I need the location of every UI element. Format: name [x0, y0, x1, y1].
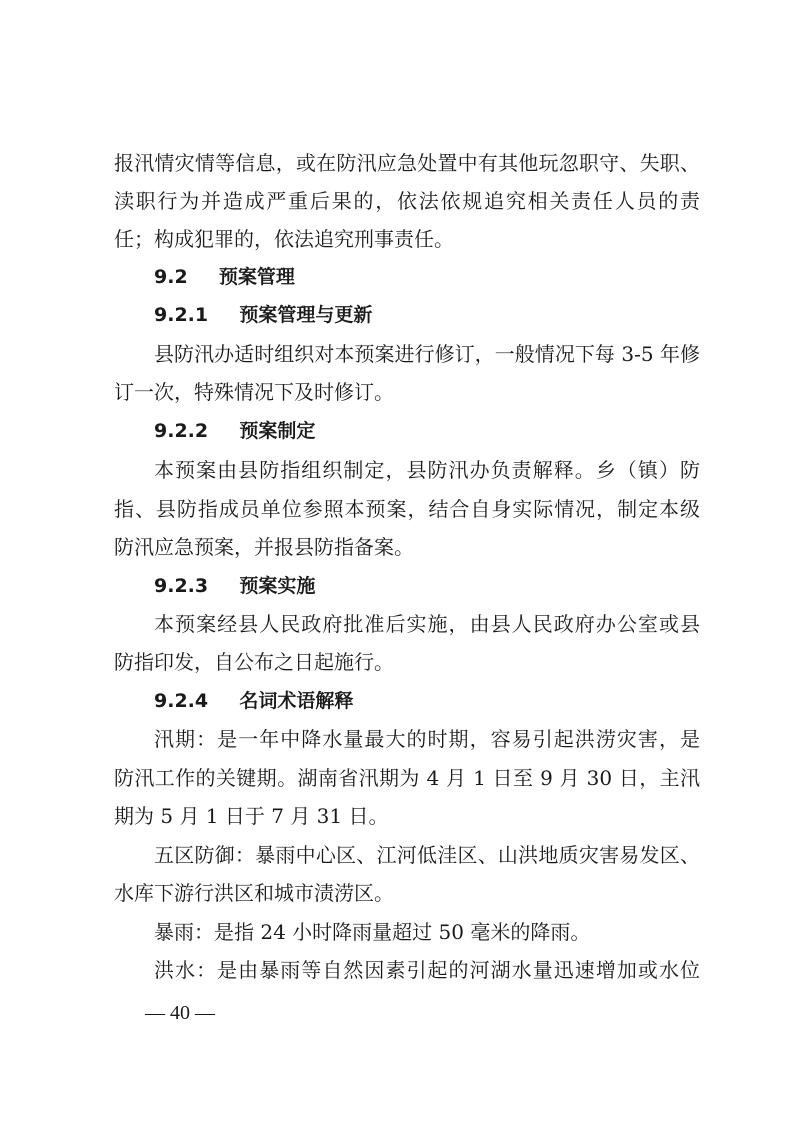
section-title: 名词术语解释 — [239, 690, 354, 712]
section-number: 9.2.4 — [154, 690, 209, 712]
section-heading-9-2-2 — [154, 412, 315, 450]
section-title: 预案管理 — [218, 266, 295, 288]
section-number: 9.2.3 — [154, 575, 209, 597]
section-heading-9-2-1 — [154, 296, 372, 334]
section-number: 9.2.2 — [154, 420, 209, 442]
paragraph-line: 本预案经县人民政府批准后实施，由县人民政府办公室或县 — [154, 612, 700, 636]
paragraph-line: 订一次，特殊情况下及时修订。 — [114, 380, 394, 404]
paragraph-line: 县防汛办适时组织对本预案进行修订，一般情况下每 3-5 年修 — [154, 342, 700, 366]
section-number: 9.2.1 — [154, 304, 209, 326]
paragraph-line: 五区防御：暴雨中心区、江河低洼区、山洪地质灾害易发区、 — [154, 843, 700, 867]
paragraph-line: 防指印发，自公布之日起施行。 — [114, 650, 394, 674]
paragraph-line: 洪水：是由暴雨等自然因素引起的河湖水量迅速增加或水位 — [154, 958, 700, 982]
paragraph-line: 指、县防指成员单位参照本预案，结合自身实际情况，制定本级 — [114, 497, 700, 521]
section-title: 预案管理与更新 — [239, 304, 373, 326]
paragraph-line: 报汛情灾情等信息，或在防汛应急处置中有其他玩忽职守、失职、 — [114, 151, 700, 175]
section-number: 9.2 — [154, 266, 188, 288]
paragraph-line: 本预案由县防指组织制定，县防汛办负责解释。乡（镇）防 — [154, 458, 700, 482]
section-title: 预案制定 — [239, 420, 316, 442]
paragraph-line: 水库下游行洪区和城市渍涝区。 — [114, 881, 394, 905]
page-number: — 40 — — [145, 1002, 215, 1024]
section-heading-9-2-3 — [154, 567, 315, 605]
paragraph-line: 防汛应急预案，并报县防指备案。 — [114, 535, 414, 559]
paragraph-line: 汛期：是一年中降水量最大的时期，容易引起洪涝灾害，是 — [154, 727, 700, 751]
section-heading-9-2-4 — [154, 682, 353, 720]
section-heading-9-2 — [154, 258, 295, 296]
paragraph-line: 期为 5 月 1 日于 7 月 31 日。 — [114, 804, 389, 828]
paragraph-line: 防汛工作的关键期。湖南省汛期为 4 月 1 日至 9 月 30 日，主汛 — [114, 766, 700, 790]
paragraph-line: 渎职行为并造成严重后果的，依法依规追究相关责任人员的责 — [114, 189, 700, 213]
paragraph-line: 任；构成犯罪的，依法追究刑事责任。 — [114, 227, 454, 251]
section-title: 预案实施 — [239, 575, 316, 597]
paragraph-line: 暴雨：是指 24 小时降雨量超过 50 毫米的降雨。 — [154, 920, 591, 944]
